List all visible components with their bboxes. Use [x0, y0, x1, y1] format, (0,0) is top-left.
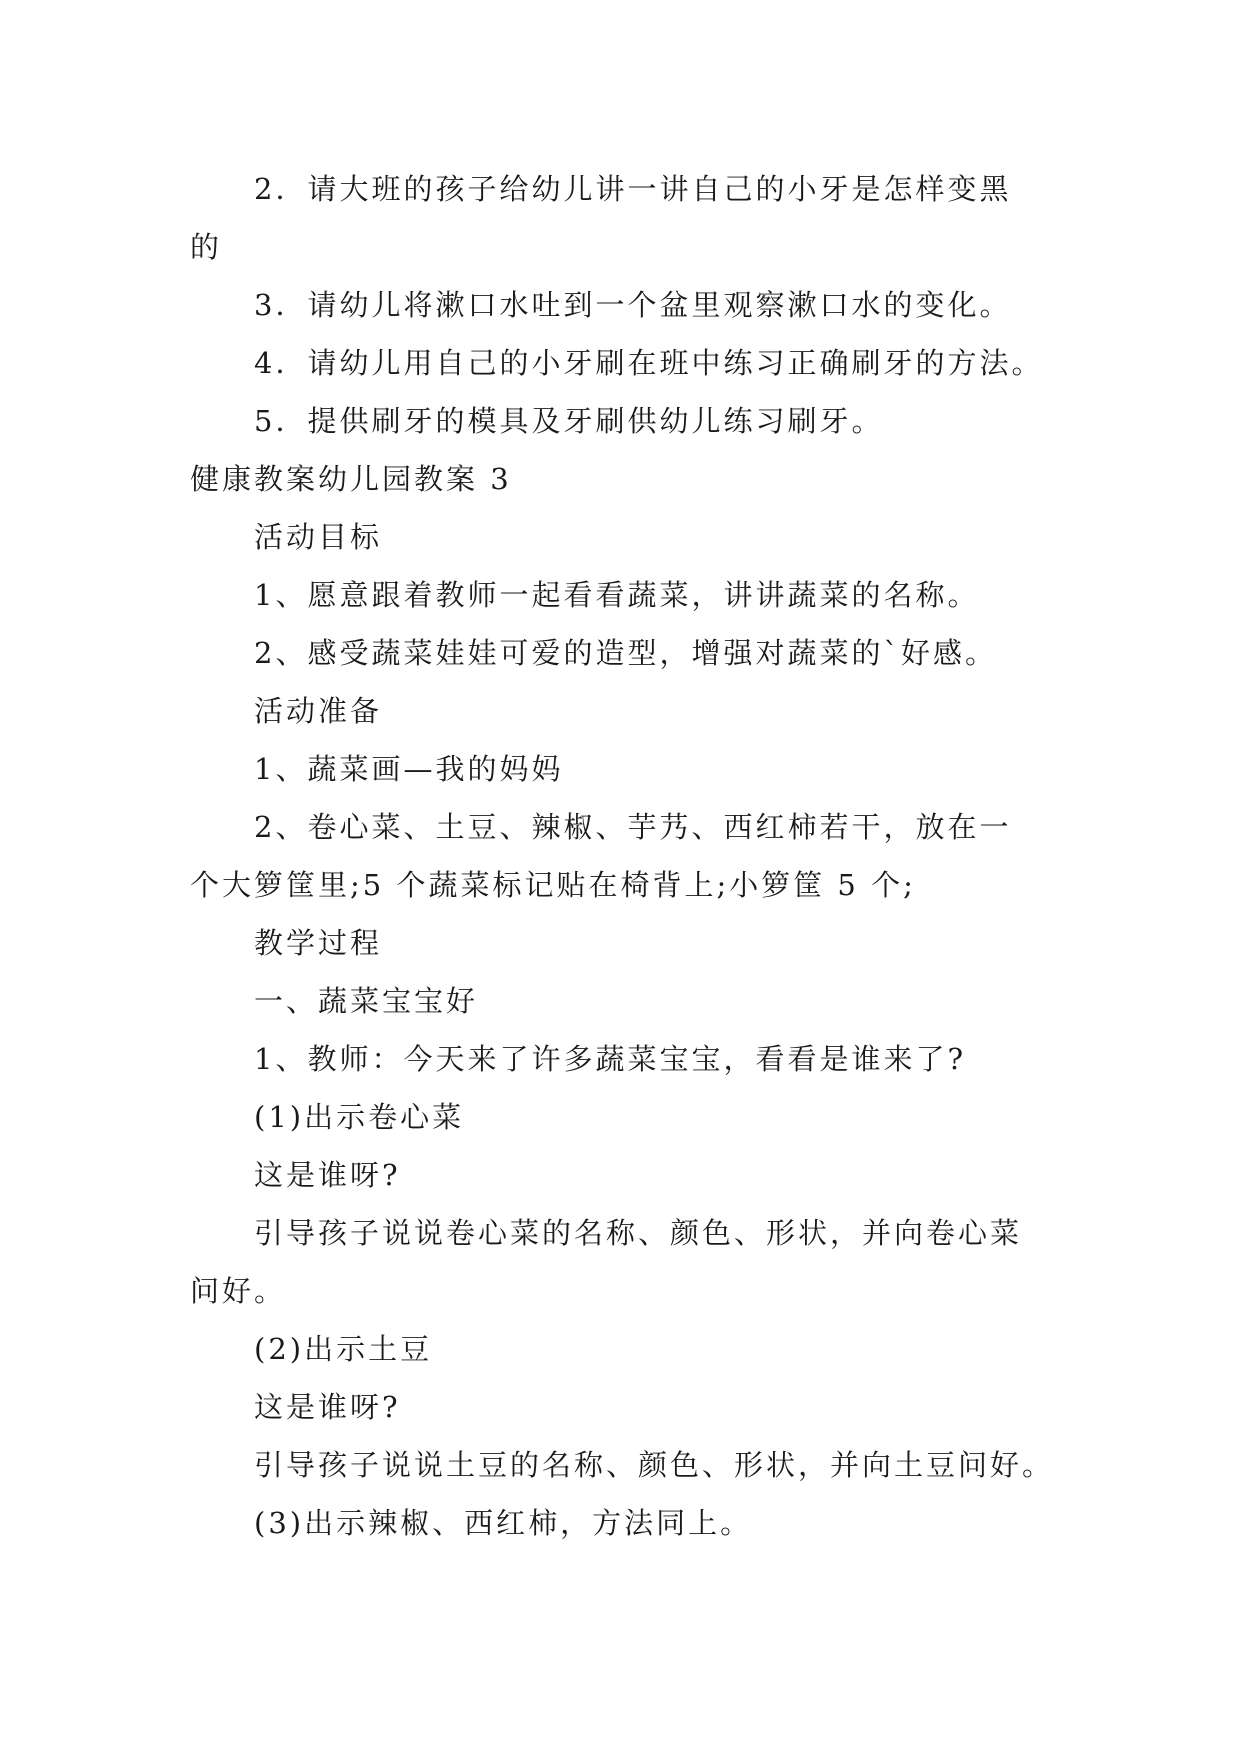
- paragraph-line: 的: [190, 230, 223, 264]
- paragraph-line: (3)出示辣椒、西红柿，方法同上。: [254, 1506, 753, 1540]
- subheading: 活动准备: [254, 694, 383, 728]
- paragraph-line: 这是谁呀?: [254, 1158, 401, 1192]
- subheading: 活动目标: [254, 520, 383, 554]
- paragraph-line: 一、蔬菜宝宝好: [254, 984, 479, 1018]
- paragraph-line: 1、教师：今天来了许多蔬菜宝宝，看看是谁来了?: [254, 1042, 966, 1076]
- paragraph-line: 这是谁呀?: [254, 1390, 401, 1424]
- document-body: [190, 160, 1055, 1552]
- subheading: 教学过程: [254, 926, 383, 960]
- paragraph-line: 引导孩子说说土豆的名称、颜色、形状，并向土豆问好。: [254, 1448, 1055, 1482]
- paragraph-line: 4．请幼儿用自己的小牙刷在班中练习正确刷牙的方法。: [254, 346, 1044, 380]
- paragraph-line: (1)出示卷心菜: [254, 1100, 465, 1134]
- paragraph-line: 3．请幼儿将漱口水吐到一个盆里观察漱口水的变化。: [254, 288, 1012, 322]
- section-heading: 健康教案幼儿园教案 3: [190, 462, 512, 496]
- paragraph-line: 1、愿意跟着教师一起看看蔬菜，讲讲蔬菜的名称。: [254, 578, 980, 612]
- paragraph-line: (2)出示土豆: [254, 1332, 433, 1366]
- paragraph-line: 引导孩子说说卷心菜的名称、颜色、形状，并向卷心菜: [254, 1216, 1023, 1250]
- paragraph-line: 5．提供刷牙的模具及牙刷供幼儿练习刷牙。: [254, 404, 884, 438]
- paragraph-line: 2．请大班的孩子给幼儿讲一讲自己的小牙是怎样变黑: [254, 172, 1012, 206]
- paragraph-line: 2、感受蔬菜娃娃可爱的造型，增强对蔬菜的`好感。: [254, 636, 997, 670]
- paragraph-line: 个大箩筐里;5 个蔬菜标记贴在椅背上;小箩筐 5 个;: [190, 868, 916, 902]
- paragraph-line: 问好。: [190, 1274, 287, 1308]
- paragraph-line: 2、卷心菜、土豆、辣椒、芋艿、西红柿若干，放在一: [254, 810, 1012, 844]
- paragraph-line: 1、蔬菜画—我的妈妈: [254, 752, 564, 786]
